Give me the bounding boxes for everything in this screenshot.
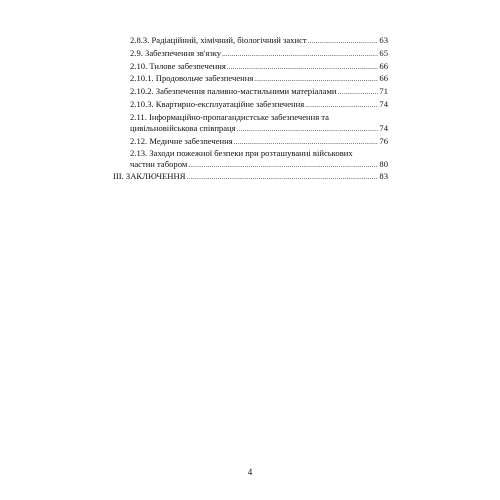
toc-entry-page: 74 [379,99,388,109]
toc-entry-title: III. ЗАКЛЮЧЕННЯ [113,171,186,181]
toc-entry-page: 65 [379,48,388,58]
toc-entry-page: 63 [379,35,388,45]
dot-leader [237,122,379,135]
toc-entry-page: 80 [379,159,388,169]
toc-entry-title: 2.10.2. Забезпечення паливно-мастильними матеріалами [130,86,337,96]
toc-entry-page: 71 [379,86,388,96]
toc-entry [130,60,388,72]
toc-entry-page: 74 [379,123,388,133]
dot-leader [186,170,378,183]
toc-entry-title: 2.8.3. Радіаційний, хімічний, біологічний захист [130,35,307,45]
toc-entry [130,98,388,110]
dot-leader [222,47,378,60]
toc-entry-title-continued: цивільновійськова співпраця [130,123,236,133]
page-number: 4 [247,467,253,477]
toc-entry-title: 2.11. Інформаційно-пропагандистське забезпечення та [130,112,329,122]
toc-entry [130,72,388,84]
toc-entry-page: 76 [379,136,388,146]
toc-entry-page: 66 [379,73,388,83]
dot-leader [338,85,379,98]
toc-entry [130,122,388,134]
toc-entry [130,85,388,97]
toc-entry [130,135,388,147]
toc-entry [130,47,388,59]
toc-entry-title: 2.13. Заходи пожежної безпеки при розташуванні військових [130,148,353,158]
toc-entry [130,34,388,46]
toc-entry-page: 83 [379,171,388,181]
toc-entry-page: 66 [379,61,388,71]
dot-leader [305,98,378,111]
dot-leader [308,34,379,47]
toc-entry-title: 2.12. Медичне забезпечення [130,136,233,146]
toc-entry [113,170,388,182]
toc-entry-title: 2.10.3. Квартирно-експлуатаційне забезпечення [130,99,305,109]
toc-entry-title: 2.9. Забезпечення зв'язку [130,48,222,58]
toc-entry-title-continued: частин табором [130,159,188,169]
toc-entry [130,158,388,170]
dot-leader [254,72,378,85]
toc-entry-title: 2.10. Тилове забезпечення [130,61,226,71]
toc-entry-title: 2.10.1. Продовольче забезпечення [130,73,254,83]
